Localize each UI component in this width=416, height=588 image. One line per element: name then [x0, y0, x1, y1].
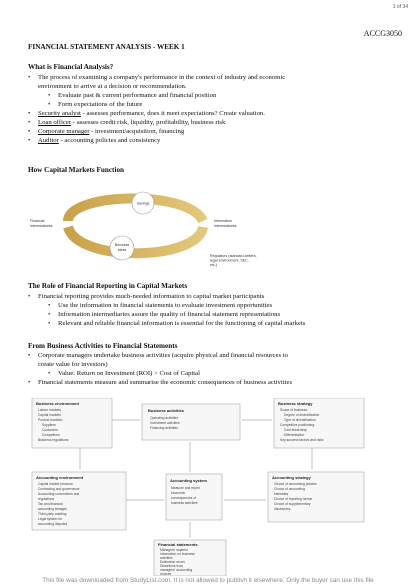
bullet: [28, 73, 398, 91]
box-line: Measure and report: [171, 486, 200, 490]
role-desc: - assesses performance, does it meet expectations? Create valuation.: [80, 110, 265, 117]
bullet-text: Corporate managers undertake business activities (acquire physical and financial resources to: [38, 352, 288, 359]
page-number: 1 of 34: [392, 4, 408, 10]
sub-bullet: • Evaluate past & current performance and financial position: [28, 91, 398, 100]
box-line: Type of diversification: [284, 418, 316, 422]
sub-bullet: • Use the information in financial statements to evaluate investment opportunities: [28, 301, 398, 310]
regulators-label-2: legal environment, SEC,: [210, 258, 249, 263]
box-line: Distortions from: [160, 564, 184, 568]
sub-bullet: • Information intermediaries assure the quality of financial statement representations: [28, 310, 398, 319]
box-accounting-system: [166, 474, 222, 520]
sub-bullet: • Relevant and reliable financial information is essential for the functioning of capital markets: [28, 319, 398, 328]
bullet-text-cont: environment to arrive at a decision or recommendation.: [38, 83, 187, 90]
box-business-environment: [32, 398, 112, 448]
box-line: managers' accounting: [160, 568, 193, 572]
box-line: Estimation errors: [160, 560, 185, 564]
box-line: Degree of diversification: [284, 413, 320, 417]
box-line: Scope of business:: [280, 408, 308, 412]
box-accounting-strategy: [268, 472, 364, 522]
financial-intermediaries-label: Financial: [30, 219, 45, 223]
role-desc: - assesses credit risk, liquidity, profitability, business risk: [71, 119, 226, 126]
section-financial-analysis: [28, 73, 398, 145]
box-line: business activities: [171, 501, 198, 505]
section-financial-reporting: [28, 292, 398, 328]
box-line: information on business: [160, 552, 195, 556]
box-line: Choice of accounting policies: [274, 482, 317, 486]
document-title: FINANCIAL STATEMENT ANALYSIS - WEEK 1: [28, 43, 185, 51]
bullet-text: The process of examining a company's performance in the context of industry and economic: [38, 74, 286, 81]
box-line: Choice of supplementary: [274, 502, 311, 506]
role-desc: - investment/acquisition, financing: [89, 128, 185, 135]
heading-capital-markets: How Capital Markets Function: [28, 166, 125, 174]
regulators-label-3: etc.): [210, 263, 217, 267]
box-line: Choice of reporting format: [274, 497, 313, 501]
role-auditor: [28, 136, 398, 145]
section-business-activities: [28, 351, 398, 387]
regulators-label: Regulators (standard-setters,: [210, 254, 257, 258]
box-line: activities: [160, 556, 173, 560]
capital-markets-diagram: [28, 181, 278, 271]
box-title: Business environment: [36, 401, 79, 406]
box-line: accounting linkages: [38, 507, 67, 511]
sub-bullet: • Form expectations of the future: [28, 100, 398, 109]
box-line: accounting disputes: [38, 522, 68, 526]
box-line: choices: [160, 572, 172, 576]
box-line: Choice of accounting: [274, 487, 305, 491]
box-line: Managers' superior: [160, 548, 189, 552]
role-security-analyst: [28, 109, 398, 118]
box-line: Legal system for: [38, 517, 63, 521]
box-line: Tax and financial: [38, 502, 63, 506]
box-line: Competitors: [42, 433, 60, 437]
information-intermediaries-label-2: intermediaries: [214, 224, 237, 228]
bullet: [28, 351, 398, 369]
course-code: ACCG3050: [363, 29, 402, 38]
box-line: Business regulations: [38, 438, 69, 442]
role-corporate-manager: [28, 127, 398, 136]
bullet: • Financial reporting provides much-needed information to capital market participants: [28, 292, 398, 301]
lower-flow-arc: [68, 227, 203, 253]
sub-bullet: • Value: Return on Investment (ROI) > Cost of Capital: [28, 369, 398, 378]
role-desc: - accounting policies and consistency: [58, 137, 161, 144]
box-line: disclosures: [274, 507, 291, 511]
role-term: Security analyst: [38, 110, 81, 117]
box-line: Operating activities: [150, 416, 179, 420]
information-intermediaries-label: Information: [214, 219, 232, 223]
box-title: Business strategy: [278, 401, 313, 406]
box-line: Product markets:: [38, 418, 63, 422]
box-accounting-environment: [32, 472, 126, 530]
role-term: Corporate manager: [38, 128, 90, 135]
bullet-text-cont: create value for investors): [38, 361, 108, 368]
box-line: regulations: [38, 497, 55, 501]
download-notice-footer: This file was downloaded from StudyList.com. It is not allowed to publish it elsewhere. Only the buyer can use this file: [42, 577, 374, 584]
business-ideas-label: Business: [114, 243, 130, 247]
box-title: Accounting strategy: [272, 475, 311, 480]
box-line: Capital markets: [38, 413, 61, 417]
box-line: Financing activities: [150, 426, 178, 430]
box-title: Business activities: [148, 408, 185, 413]
heading-business-activities: From Business Activities to Financial Statements: [28, 342, 178, 350]
box-line: Accounting conventions and: [38, 492, 80, 496]
box-line: estimates: [274, 492, 289, 496]
heading-role-of-financial-reporting: The Role of Financial Reporting in Capital Markets: [28, 282, 188, 290]
role-loan-officer: [28, 118, 398, 127]
box-title: Financial statements: [158, 542, 198, 547]
box-title: Accounting environment: [36, 475, 84, 480]
box-title: Accounting system: [170, 478, 207, 483]
box-line: consequences of: [171, 496, 196, 500]
box-line: Investment activities: [150, 421, 180, 425]
savings-label: Savings: [136, 201, 150, 206]
box-line: economic: [171, 491, 186, 495]
business-to-financial-statements-flowchart: [30, 398, 382, 576]
box-line: Capital market structure: [38, 482, 73, 486]
financial-intermediaries-label-2: intermediaries: [30, 224, 53, 228]
box-line: Third-party auditing: [38, 512, 67, 516]
box-line: Key success factors and risks: [280, 438, 324, 442]
box-line: Customers: [42, 428, 58, 432]
box-financial-statements: [154, 540, 226, 576]
box-business-activities: [142, 404, 240, 440]
role-term: Auditor: [38, 137, 59, 144]
box-line: Cost leadership: [284, 428, 307, 432]
heading-what-is-financial-analysis: What is Financial Analysis?: [28, 63, 114, 71]
box-business-strategy: [274, 398, 364, 448]
box-line: Labour markets: [38, 408, 61, 412]
bullet: • Financial statements measure and summarise the economic consequences of business activities: [28, 378, 398, 387]
box-line: Suppliers: [42, 423, 56, 427]
box-line: Contracting and governance: [38, 487, 80, 491]
business-ideas-label-2: ideas: [117, 248, 127, 252]
role-term: Loan officer: [38, 119, 72, 126]
box-line: Competitive positioning:: [280, 423, 316, 427]
box-line: Differentiation: [284, 433, 305, 437]
